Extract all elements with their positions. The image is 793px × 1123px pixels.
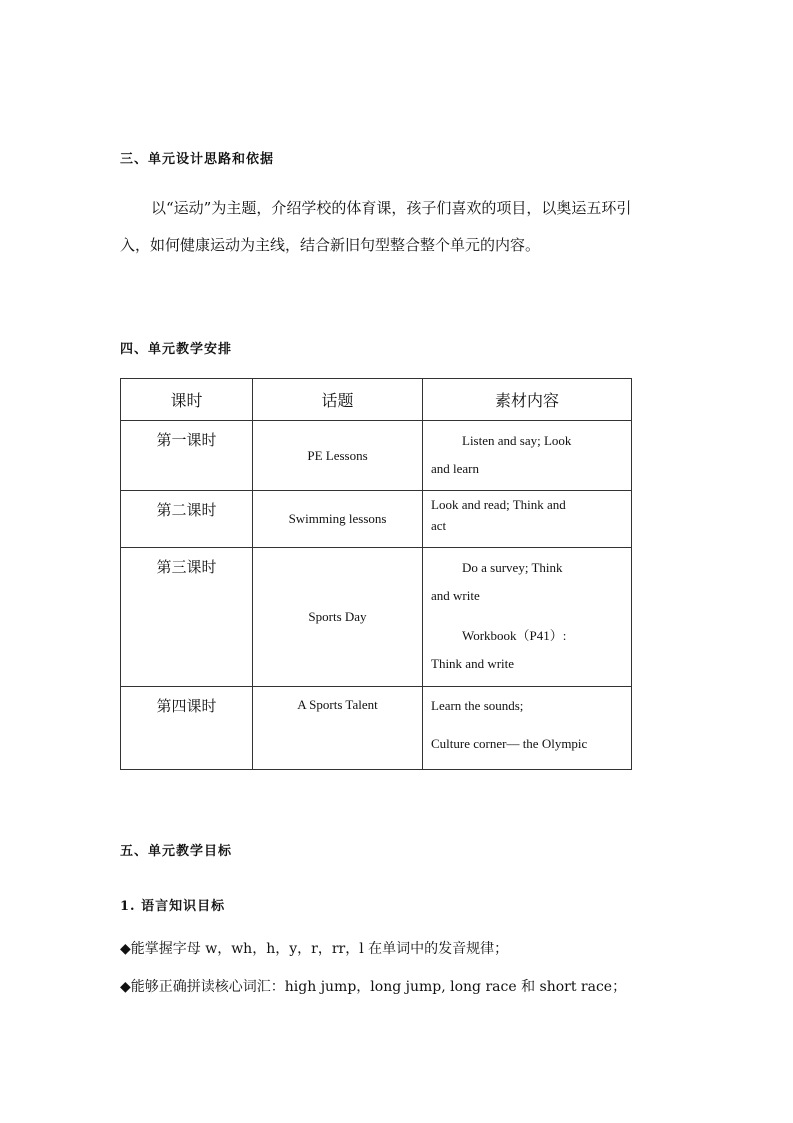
content-line: and learn <box>431 461 480 476</box>
objective-bullet: ◆能掌握字母 w，wh，h，y，r，rr，l 在单词中的发音规律； <box>120 941 509 957</box>
section5-heading: 五、单元教学目标 <box>120 844 233 859</box>
content-line: Culture corner— the Olympic <box>431 736 588 751</box>
section4-heading: 四、单元教学安排 <box>120 342 233 357</box>
topic-cell: Swimming lessons <box>253 491 423 548</box>
table-row <box>121 548 632 687</box>
table-row <box>121 421 632 491</box>
content-line: Workbook（P41）: <box>462 628 567 643</box>
content-line: Do a survey; Think <box>462 560 563 575</box>
content-cell <box>423 491 632 548</box>
language-knowledge-subheading: 1. 语言知识目标 <box>120 899 226 914</box>
content-line: Think and write <box>431 656 515 671</box>
topic-cell: PE Lessons <box>253 421 423 491</box>
content-cell <box>423 548 632 687</box>
column-header-lesson: 课时 <box>121 379 253 421</box>
content-line: Learn the sounds; <box>431 698 524 713</box>
column-header-topic: 话题 <box>253 379 423 421</box>
topic-cell: A Sports Talent <box>253 687 423 770</box>
teaching-schedule-table <box>120 378 632 770</box>
content-line: act <box>431 518 447 533</box>
objective-bullet: ◆能够正确拼读核心词汇：high jump，long jump, long race 和 short race； <box>120 979 627 995</box>
lesson-cell: 第四课时 <box>121 687 253 770</box>
content-line: Look and read; Think and <box>431 497 566 512</box>
content-cell <box>423 421 632 491</box>
content-cell <box>423 687 632 770</box>
column-header-content: 素材内容 <box>423 379 632 421</box>
lesson-cell: 第一课时 <box>121 421 253 491</box>
lesson-cell: 第二课时 <box>121 491 253 548</box>
content-line: and write <box>431 588 480 603</box>
section3-heading: 三、单元设计思路和依据 <box>120 152 275 167</box>
section3-paragraph-line2: 入，如何健康运动为主线，结合新旧句型整合整个单元的内容。 <box>120 236 541 254</box>
topic-cell: Sports Day <box>253 548 423 687</box>
section3-paragraph-line1: 以“运动”为主题，介绍学校的体育课，孩子们喜欢的项目，以奥运五环引 <box>151 199 632 217</box>
content-line: Listen and say; Look <box>462 433 572 448</box>
table-row <box>121 491 632 548</box>
table-header-row <box>121 379 632 421</box>
lesson-cell: 第三课时 <box>121 548 253 687</box>
table-row <box>121 687 632 770</box>
